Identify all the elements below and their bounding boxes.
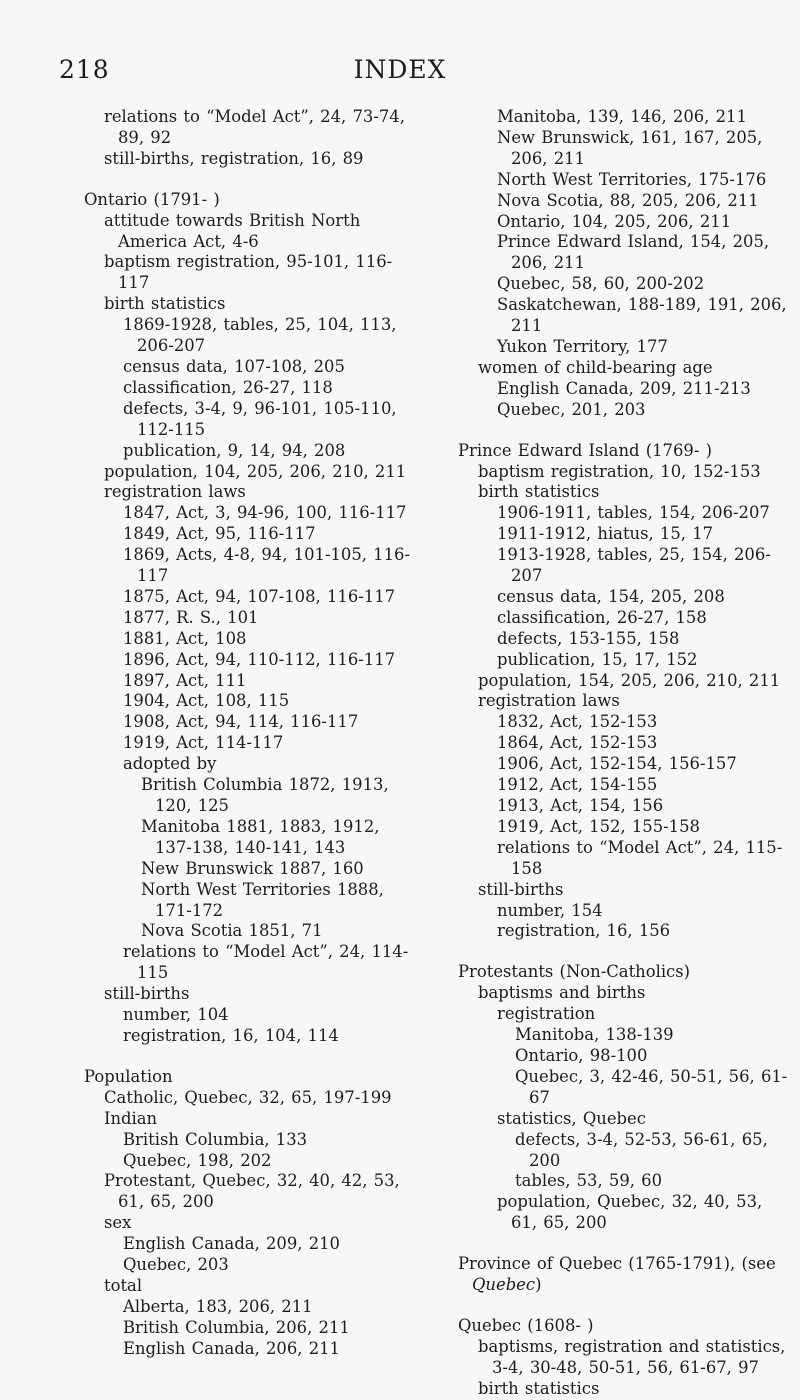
index-entry bbox=[84, 107, 412, 149]
index-entry bbox=[84, 1339, 412, 1360]
index-entry bbox=[458, 838, 790, 880]
index-entry bbox=[84, 1026, 412, 1047]
index-entry-text: Indian bbox=[104, 1108, 158, 1128]
index-entry-text: 1869, Acts, 4-8, 94, 101-105, 116-117 bbox=[123, 545, 411, 586]
index-entry-text: English Canada, 209, 210 bbox=[123, 1234, 340, 1254]
index-entry bbox=[84, 691, 412, 712]
index-entry-text: publication, 9, 14, 94, 208 bbox=[123, 440, 346, 460]
index-heading bbox=[458, 1316, 790, 1337]
index-entry bbox=[84, 1213, 412, 1234]
index-entry bbox=[84, 1005, 412, 1026]
index-entry-text: defects, 3-4, 52-53, 56-61, 65, 200 bbox=[515, 1129, 774, 1170]
index-entry bbox=[84, 1276, 412, 1297]
index-entry bbox=[458, 524, 790, 545]
index-entry bbox=[84, 252, 412, 294]
index-entry-text: Yukon Territory, 177 bbox=[497, 336, 668, 356]
index-entry bbox=[84, 399, 412, 441]
index-entry-text: 1881, Act, 108 bbox=[123, 628, 247, 648]
index-heading bbox=[84, 1067, 412, 1088]
index-entry bbox=[458, 1337, 790, 1379]
index-entry bbox=[458, 754, 790, 775]
index-entry bbox=[458, 400, 790, 421]
index-entry-text: birth statistics bbox=[478, 1378, 600, 1398]
index-entry-text: 1906, Act, 152-154, 156-157 bbox=[497, 754, 737, 774]
index-entry-text: Quebec, 203 bbox=[123, 1255, 229, 1275]
index-entry bbox=[458, 901, 790, 922]
index-entry-italic: Quebec bbox=[472, 1275, 536, 1295]
index-entry bbox=[458, 358, 790, 379]
index-entry-text: number, 154 bbox=[497, 900, 603, 920]
index-entry-text: Quebec, 58, 60, 200-202 bbox=[497, 274, 705, 294]
index-entry-text: birth statistics bbox=[104, 294, 226, 314]
index-entry-text: 1832, Act, 152-153 bbox=[497, 712, 658, 732]
index-entry bbox=[84, 754, 412, 775]
index-entry bbox=[458, 545, 790, 587]
index-entry-text: 1911-1912, hiatus, 15, 17 bbox=[497, 524, 714, 544]
index-entry bbox=[84, 1151, 412, 1172]
index-entry-text: Protestants (Non-Catholics) bbox=[458, 962, 691, 982]
index-entry-text: Manitoba, 138-139 bbox=[515, 1025, 674, 1045]
index-heading bbox=[458, 441, 790, 462]
index-entry-text: sex bbox=[104, 1213, 132, 1233]
index-entry-text: 1906-1911, tables, 154, 206-207 bbox=[497, 503, 770, 523]
index-entry-text: Quebec, 3, 42-46, 50-51, 56, 61-67 bbox=[515, 1066, 788, 1107]
page-title: INDEX bbox=[353, 55, 447, 84]
index-entry bbox=[458, 775, 790, 796]
index-entry bbox=[458, 671, 790, 692]
index-entry bbox=[84, 775, 412, 817]
index-entry bbox=[458, 1192, 790, 1234]
index-entry-text: Alberta, 183, 206, 211 bbox=[123, 1296, 313, 1316]
index-entry-text: baptisms, registration and statistics, 3-4, 30-48, 50-51, 56, 61-67, 97 bbox=[478, 1336, 792, 1377]
index-entry bbox=[84, 984, 412, 1005]
index-entry bbox=[84, 1255, 412, 1276]
index-entry bbox=[84, 462, 412, 483]
index-entry bbox=[84, 294, 412, 315]
index-entry-text: census data, 154, 205, 208 bbox=[497, 586, 725, 606]
index-entry bbox=[458, 587, 790, 608]
index-entry bbox=[458, 650, 790, 671]
index-entry-text: Quebec, 198, 202 bbox=[123, 1150, 272, 1170]
index-entry-text: Population bbox=[84, 1066, 173, 1086]
index-entry bbox=[458, 295, 793, 337]
page-number: 218 bbox=[59, 55, 110, 84]
index-entry-text: 1904, Act, 108, 115 bbox=[123, 691, 290, 711]
index-entry bbox=[84, 942, 412, 984]
index-entry bbox=[458, 608, 790, 629]
index-entry bbox=[458, 1067, 790, 1109]
index-entry-text: 1913-1928, tables, 25, 154, 206-207 bbox=[497, 545, 771, 586]
index-entry bbox=[84, 733, 412, 754]
index-heading bbox=[84, 190, 412, 211]
index-entry bbox=[84, 859, 412, 880]
index-entry-text: Nova Scotia, 88, 205, 206, 211 bbox=[497, 190, 759, 210]
index-entry bbox=[458, 796, 790, 817]
index-entry-text: birth statistics bbox=[478, 482, 600, 502]
index-entry-text: Ontario (1791- ) bbox=[84, 189, 220, 209]
index-entry bbox=[458, 212, 790, 233]
index-entry-text: Ontario, 104, 205, 206, 211 bbox=[497, 211, 732, 231]
index-entry-text: Quebec (1608- ) bbox=[458, 1315, 594, 1335]
index-entry bbox=[84, 503, 412, 524]
index-entry-text: 1849, Act, 95, 116-117 bbox=[123, 524, 316, 544]
index-entry-text: Quebec, 201, 203 bbox=[497, 399, 646, 419]
index-entry-text: population, Quebec, 32, 40, 53, 61, 65, 200 bbox=[497, 1192, 769, 1233]
index-entry-text: baptism registration, 10, 152-153 bbox=[478, 461, 761, 481]
index-entry bbox=[84, 1130, 412, 1151]
index-entry-text: baptisms and births bbox=[478, 983, 646, 1003]
index-entry bbox=[458, 1109, 790, 1130]
index-column-left bbox=[84, 107, 412, 1360]
index-entry-text: 1896, Act, 94, 110-112, 116-117 bbox=[123, 649, 396, 669]
index-entry bbox=[458, 1004, 790, 1025]
index-entry-text: registration, 16, 104, 114 bbox=[123, 1025, 339, 1045]
index-entry-text: registration, 16, 156 bbox=[497, 921, 671, 941]
index-entry bbox=[458, 503, 790, 524]
index-entry-text: British Columbia, 206, 211 bbox=[123, 1317, 350, 1337]
index-entry bbox=[84, 1318, 412, 1339]
index-entry-text: still-births, registration, 16, 89 bbox=[104, 148, 364, 168]
index-entry-text: 1877, R. S., 101 bbox=[123, 607, 259, 627]
index-entry-text: Ontario, 98-100 bbox=[515, 1045, 648, 1065]
index-entry-text: 1913, Act, 154, 156 bbox=[497, 796, 664, 815]
index-entry-text: Protestant, Quebec, 32, 40, 42, 53, 61, 65, 200 bbox=[104, 1171, 406, 1212]
index-entry-text: still-births bbox=[104, 984, 190, 1004]
index-entry bbox=[458, 983, 790, 1004]
index-entry bbox=[84, 1234, 412, 1255]
index-entry bbox=[84, 587, 412, 608]
index-entry bbox=[84, 629, 412, 650]
index-entry bbox=[84, 1109, 412, 1130]
index-entry bbox=[84, 211, 412, 253]
index-entry-text: English Canada, 209, 211-213 bbox=[497, 378, 751, 398]
index-entry-text: Catholic, Quebec, 32, 65, 197-199 bbox=[104, 1087, 392, 1107]
index-entry bbox=[458, 1171, 790, 1192]
index-entry-text: population, 154, 205, 206, 210, 211 bbox=[478, 670, 781, 690]
index-entry-text: British Columbia 1872, 1913, 120, 125 bbox=[141, 775, 395, 815]
index-entry-text: 1897, Act, 111 bbox=[123, 670, 247, 690]
index-entry-text: baptism registration, 95-101, 116-117 bbox=[104, 252, 393, 293]
index-entry-text: 1912, Act, 154-155 bbox=[497, 775, 658, 795]
index-entry-text: registration laws bbox=[478, 691, 620, 711]
index-entry bbox=[84, 524, 412, 545]
index-entry-text: relations to “Model Act”, 24, 114-115 bbox=[123, 942, 409, 983]
index-entry-text: registration bbox=[497, 1004, 596, 1024]
index-entry-text: publication, 15, 17, 152 bbox=[497, 649, 698, 669]
index-entry-text: attitude towards British North America Act, 4-6 bbox=[104, 210, 367, 251]
index-entry-text: New Brunswick 1887, 160 bbox=[141, 858, 364, 878]
index-entry-text: classification, 26-27, 118 bbox=[123, 377, 333, 397]
index-heading bbox=[458, 1254, 790, 1296]
index-entry-text: Prince Edward Island, 154, 205, 206, 211 bbox=[497, 232, 776, 273]
index-entry-text: Nova Scotia 1851, 71 bbox=[141, 921, 323, 941]
index-entry bbox=[458, 733, 790, 754]
index-entry-text: registration laws bbox=[104, 482, 246, 502]
index-entry bbox=[84, 545, 412, 587]
index-entry bbox=[458, 817, 790, 838]
index-entry bbox=[84, 315, 412, 357]
index-entry bbox=[84, 921, 412, 942]
index-entry-text: 1847, Act, 3, 94-96, 100, 116-117 bbox=[123, 503, 407, 523]
index-entry-text: women of child-bearing age bbox=[478, 357, 713, 377]
index-entry bbox=[84, 441, 412, 462]
index-entry bbox=[458, 482, 790, 503]
index-entry bbox=[84, 1297, 412, 1318]
index-entry-text: Province of Quebec (1765-1791), (see bbox=[458, 1254, 782, 1274]
index-entry-text: defects, 153-155, 158 bbox=[497, 628, 680, 648]
index-entry bbox=[84, 149, 412, 170]
index-entry bbox=[458, 1379, 790, 1400]
index-entry bbox=[84, 880, 412, 922]
index-entry-text: still-births bbox=[478, 879, 564, 899]
index-entry-text: adopted by bbox=[123, 754, 217, 774]
index-entry bbox=[458, 691, 790, 712]
index-entry bbox=[458, 1046, 790, 1067]
index-entry bbox=[84, 817, 412, 859]
index-column-right bbox=[458, 107, 793, 1400]
index-entry-text: census data, 107-108, 205 bbox=[123, 356, 345, 376]
index-entry-text: Manitoba, 139, 146, 206, 211 bbox=[497, 107, 747, 126]
index-entry bbox=[458, 274, 790, 295]
index-entry-text: 1875, Act, 94, 107-108, 116-117 bbox=[123, 586, 396, 606]
index-entry bbox=[458, 712, 790, 733]
index-entry bbox=[84, 482, 412, 503]
index-entry-text: statistics, Quebec bbox=[497, 1108, 646, 1128]
index-entry-text: defects, 3-4, 9, 96-101, 105-110, 112-115 bbox=[123, 398, 403, 439]
index-entry bbox=[458, 232, 790, 274]
index-entry bbox=[458, 1130, 790, 1172]
index-entry bbox=[84, 1171, 412, 1213]
index-entry-text: population, 104, 205, 206, 210, 211 bbox=[104, 461, 407, 481]
index-entry bbox=[84, 712, 412, 733]
index-entry-text: English Canada, 206, 211 bbox=[123, 1338, 340, 1358]
index-entry-text: Manitoba 1881, 1883, 1912, 137-138, 140-141, 143 bbox=[141, 816, 386, 857]
index-entry bbox=[84, 671, 412, 692]
index-entry-text: North West Territories, 175-176 bbox=[497, 169, 767, 189]
index-entry bbox=[458, 921, 790, 942]
index-entry bbox=[84, 357, 412, 378]
index-entry bbox=[84, 650, 412, 671]
index-entry-text: relations to “Model Act”, 24, 115-158 bbox=[497, 837, 783, 878]
index-entry-text: North West Territories 1888, 171-172 bbox=[141, 879, 391, 920]
index-entry-text: 1908, Act, 94, 114, 116-117 bbox=[123, 712, 359, 732]
index-heading bbox=[458, 962, 790, 983]
index-entry-text: classification, 26-27, 158 bbox=[497, 607, 707, 627]
page-header bbox=[0, 50, 800, 90]
index-entry bbox=[458, 107, 790, 128]
index-entry-text: 1864, Act, 152-153 bbox=[497, 733, 658, 753]
index-entry bbox=[84, 608, 412, 629]
index-entry bbox=[458, 629, 790, 650]
index-entry-text: 1919, Act, 152, 155-158 bbox=[497, 816, 700, 836]
index-entry-text: New Brunswick, 161, 167, 205, 206, 211 bbox=[497, 127, 769, 168]
index-entry bbox=[84, 378, 412, 399]
index-entry bbox=[458, 128, 790, 170]
index-entry-text: total bbox=[104, 1275, 143, 1295]
index-entry-text: Saskatchewan, 188-189, 191, 206, 211 bbox=[497, 295, 793, 336]
index-entry bbox=[458, 337, 790, 358]
index-entry bbox=[458, 170, 790, 191]
index-entry-text: Prince Edward Island (1769- ) bbox=[458, 440, 712, 460]
index-entry bbox=[458, 1025, 790, 1046]
index-entry-text: tables, 53, 59, 60 bbox=[515, 1171, 663, 1191]
index-entry-text: 1919, Act, 114-117 bbox=[123, 733, 284, 753]
index-entry bbox=[458, 379, 790, 400]
index-entry-text: 1869-1928, tables, 25, 104, 113, 206-207 bbox=[123, 315, 403, 356]
index-entry bbox=[84, 1088, 412, 1109]
index-entry bbox=[458, 191, 790, 212]
index-entry-text: British Columbia, 133 bbox=[123, 1129, 308, 1149]
index-entry-text: relations to “Model Act”, 24, 73-74, 89, 92 bbox=[104, 107, 412, 147]
index-entry-suffix: ) bbox=[535, 1275, 542, 1295]
index-entry bbox=[458, 880, 790, 901]
index-entry-text: number, 104 bbox=[123, 1005, 229, 1025]
index-entry bbox=[458, 462, 790, 483]
